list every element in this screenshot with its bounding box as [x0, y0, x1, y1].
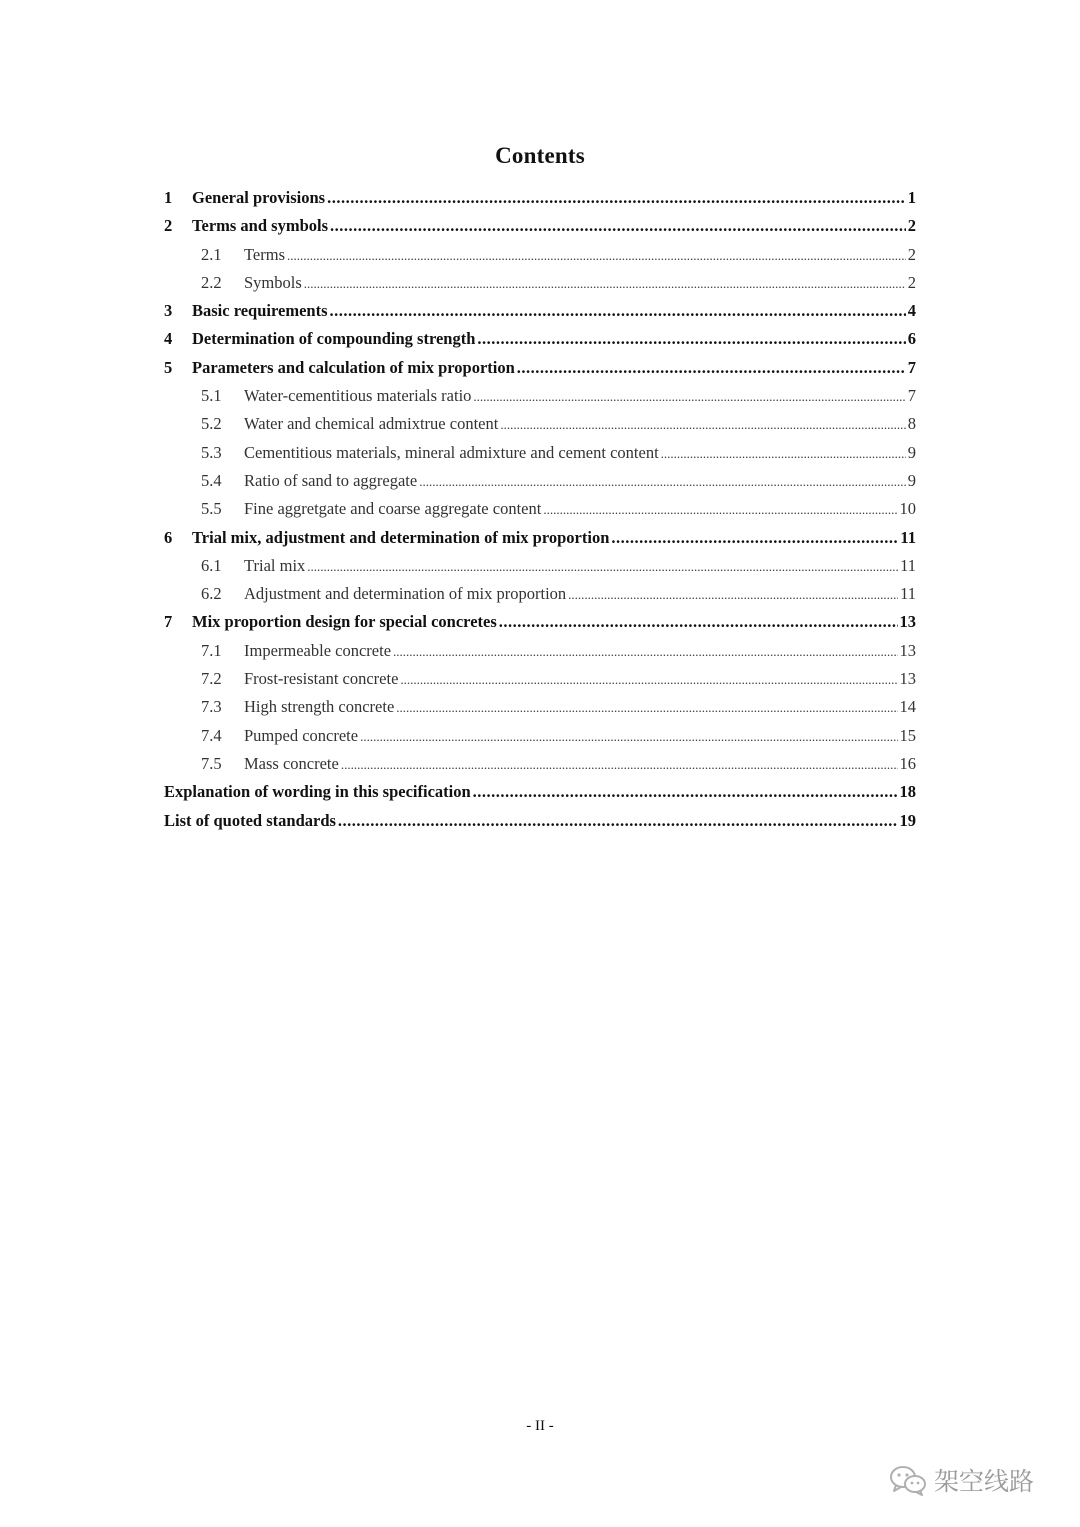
toc-entry-number: 7.4	[201, 725, 222, 745]
toc-entry-label: List of quoted standards	[164, 810, 336, 830]
toc-dot-leader	[330, 216, 906, 236]
toc-entry-number: 3	[164, 301, 173, 321]
toc-dot-leader	[500, 414, 905, 434]
toc-entry-page: 10	[899, 499, 916, 519]
toc-dot-leader	[307, 556, 898, 576]
toc-entry-number: 7.5	[201, 753, 222, 773]
toc-entry-label: General provisions	[192, 188, 326, 207]
toc-entry-number: 7.1	[201, 640, 222, 660]
toc-entry-page: 9	[907, 470, 916, 490]
toc-chapter-entry[interactable]	[164, 811, 916, 839]
toc-chapter-entry[interactable]	[164, 528, 916, 556]
toc-entry-page: 8	[907, 414, 916, 434]
toc-entry-number: 5	[164, 357, 173, 377]
toc-section-entry[interactable]	[164, 556, 916, 584]
toc-entry-page: 9	[907, 442, 916, 462]
toc-chapter-entry[interactable]	[164, 216, 916, 244]
toc-entry-label: Water and chemical admixtrue content	[244, 414, 499, 434]
toc-entry-page: 2	[907, 272, 916, 292]
toc-section-entry[interactable]	[164, 697, 916, 725]
toc-entry-number: 5.2	[201, 414, 222, 434]
toc-entry-number: 4	[164, 329, 173, 349]
toc-entry-number: 1	[164, 188, 173, 207]
toc-dot-leader	[327, 188, 906, 208]
toc-dot-leader	[517, 358, 906, 378]
toc-section-entry[interactable]	[164, 641, 916, 669]
toc-entry-number: 2.1	[201, 244, 222, 264]
toc-entry-label: Fine aggretgate and coarse aggregate content	[244, 499, 542, 519]
toc-chapter-entry[interactable]	[164, 188, 916, 216]
toc-dot-leader	[473, 782, 898, 802]
toc-entry-page: 4	[907, 301, 916, 321]
toc-entry-label: Water-cementitious materials ratio	[244, 386, 472, 406]
toc-entry-page: 16	[899, 753, 916, 773]
toc-entry-number: 7.2	[201, 669, 222, 689]
toc-section-entry[interactable]	[164, 414, 916, 442]
toc-section-entry[interactable]	[164, 443, 916, 471]
toc-entry-label: Mass concrete	[244, 753, 339, 773]
toc-chapter-entry[interactable]	[164, 301, 916, 329]
toc-section-entry[interactable]	[164, 726, 916, 754]
toc-entry-number: 2.2	[201, 272, 222, 292]
watermark-text: 架空线路	[934, 1467, 1035, 1496]
toc-dot-leader	[400, 669, 897, 689]
toc-section-entry[interactable]	[164, 386, 916, 414]
wechat-icon	[888, 1464, 928, 1496]
toc-chapter-entry[interactable]	[164, 358, 916, 386]
toc-chapter-entry[interactable]	[164, 612, 916, 640]
toc-entry-label: Impermeable concrete	[244, 640, 392, 660]
toc-entry-number: 6	[164, 527, 173, 547]
toc-dot-leader	[661, 443, 906, 463]
toc-dot-leader	[360, 726, 897, 746]
watermark	[888, 1460, 1058, 1500]
toc-entry-label: Frost-resistant concrete	[244, 669, 399, 689]
toc-entry-number: 5.4	[201, 470, 222, 490]
page-number: - II -	[526, 1418, 554, 1434]
toc-entry-number: 7.3	[201, 697, 222, 717]
toc-section-entry[interactable]	[164, 754, 916, 782]
toc-entry-page: 19	[899, 810, 916, 830]
toc-dot-leader	[473, 386, 905, 406]
toc-entry-page: 18	[899, 782, 916, 802]
toc-chapter-entry[interactable]	[164, 329, 916, 357]
toc-section-entry[interactable]	[164, 499, 916, 527]
toc-entry-page: 15	[899, 725, 916, 745]
toc-entry-page: 11	[900, 555, 916, 575]
toc-entry-label: Determination of compounding strength	[192, 329, 476, 349]
toc-entry-page: 1	[907, 188, 916, 207]
toc-entry-page: 13	[899, 669, 916, 689]
toc-entry-page: 6	[907, 329, 916, 349]
toc-dot-leader	[568, 584, 898, 604]
toc-entry-label: Ratio of sand to aggregate	[244, 470, 418, 490]
toc-dot-leader	[543, 499, 897, 519]
toc-entry-number: 5.3	[201, 442, 222, 462]
toc-entry-label: Trial mix, adjustment and determination of mix proportion	[192, 527, 610, 547]
toc-entry-page: 7	[907, 386, 916, 406]
toc-entry-page: 7	[907, 357, 916, 377]
toc-entry-label: Cementitious materials, mineral admixture and cement content	[244, 442, 659, 462]
toc-entry-label: Parameters and calculation of mix proportion	[192, 357, 515, 377]
toc-entry-label: Terms	[244, 244, 286, 264]
toc-entry-number: 5.1	[201, 386, 222, 406]
toc-entry-label: Basic requirements	[192, 301, 328, 321]
toc-dot-leader	[611, 528, 898, 548]
toc-entry-page: 13	[899, 640, 916, 660]
toc-entry-number: 5.5	[201, 499, 222, 519]
page-title: Contents	[495, 143, 585, 168]
toc-entry-label: Mix proportion design for special concretes	[192, 612, 497, 632]
toc-section-entry[interactable]	[164, 273, 916, 301]
toc-entry-label: Symbols	[244, 272, 302, 292]
toc-entry-number: 7	[164, 612, 173, 632]
toc-entry-label: High strength concrete	[244, 697, 395, 717]
toc-entry-label: Pumped concrete	[244, 725, 359, 745]
toc-entry-label: Terms and symbols	[192, 216, 329, 236]
toc-entry-page: 2	[907, 244, 916, 264]
toc-entry-page: 11	[900, 527, 916, 547]
toc-entry-number: 6.2	[201, 584, 222, 604]
toc-entry-page: 2	[907, 216, 916, 236]
toc-dot-leader	[330, 301, 906, 321]
toc-dot-leader	[499, 612, 898, 632]
toc-dot-leader	[341, 754, 898, 774]
toc-dot-leader	[396, 697, 897, 717]
toc-dot-leader	[477, 329, 905, 349]
toc-dot-leader	[393, 641, 897, 661]
toc-dot-leader	[338, 811, 898, 831]
toc-section-entry[interactable]	[164, 245, 916, 273]
toc-section-entry[interactable]	[164, 471, 916, 499]
toc-entry-page: 13	[899, 612, 916, 632]
toc-section-entry[interactable]	[164, 584, 916, 612]
toc-dot-leader	[304, 273, 906, 293]
toc-entry-label: Adjustment and determination of mix proportion	[244, 584, 567, 604]
toc-dot-leader	[287, 245, 906, 265]
toc-section-entry[interactable]	[164, 669, 916, 697]
toc-entry-page: 14	[899, 697, 916, 717]
toc-entry-label: Trial mix	[244, 555, 306, 575]
toc-entry-number: 2	[164, 216, 173, 236]
table-of-contents	[164, 188, 916, 839]
toc-entry-label: Explanation of wording in this specification	[164, 782, 471, 802]
toc-entry-number: 6.1	[201, 555, 222, 575]
toc-chapter-entry[interactable]	[164, 782, 916, 810]
toc-dot-leader	[419, 471, 906, 491]
toc-entry-page: 11	[900, 584, 916, 604]
